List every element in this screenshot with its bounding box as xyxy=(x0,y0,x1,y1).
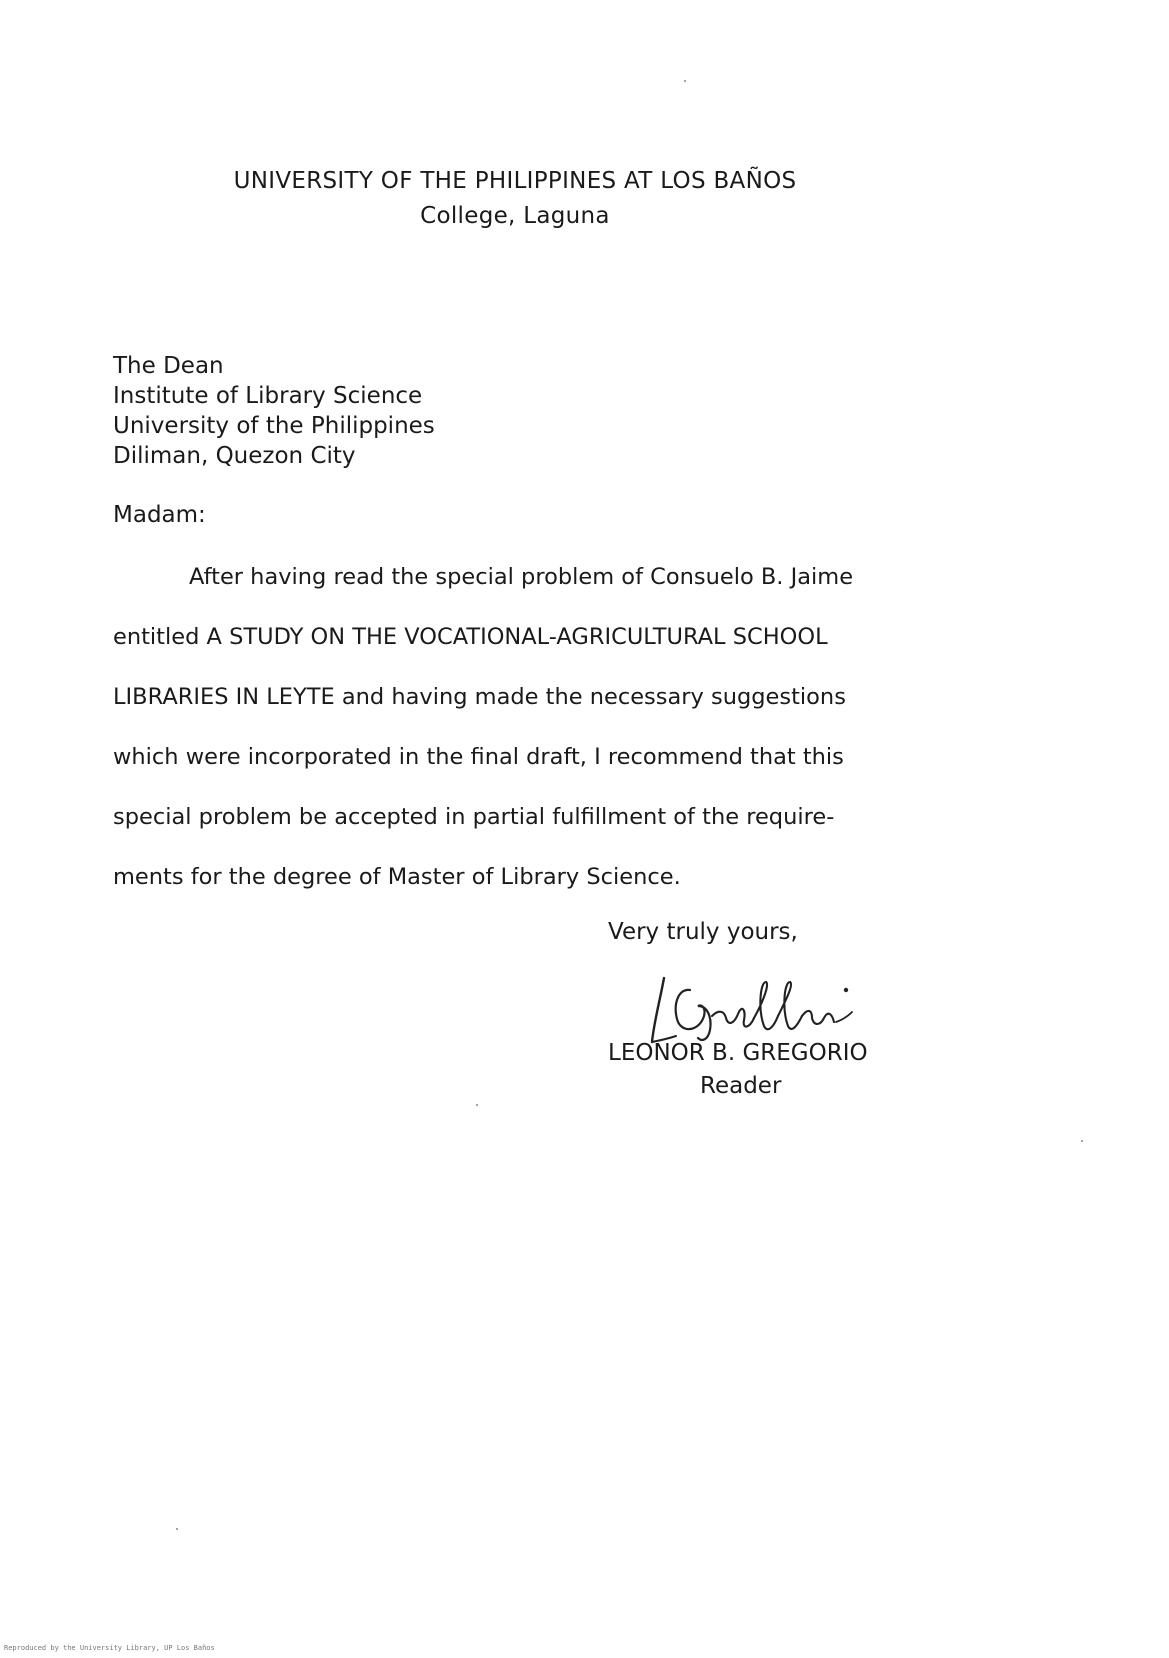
signer-title: Reader xyxy=(700,1073,782,1099)
addressee-block xyxy=(113,351,435,471)
letterhead-location: College, Laguna xyxy=(420,203,610,229)
signer-name: LEONOR B. GREGORIO xyxy=(608,1040,868,1066)
salutation: Madam: xyxy=(113,502,206,528)
scan-speck xyxy=(476,1104,478,1106)
body-line: After having read the special problem of Consuelo B. Jaime xyxy=(189,564,854,590)
addressee-line: Institute of Library Science xyxy=(113,383,423,409)
addressee-line: The Dean xyxy=(113,353,224,379)
body-line: which were incorporated in the final draft, I recommend that this xyxy=(113,744,844,770)
body-line: LIBRARIES IN LEYTE and having made the necessary suggestions xyxy=(113,684,846,710)
scan-speck xyxy=(1081,1140,1083,1142)
scan-footer: Reproduced by the University Library, UP Los Baños xyxy=(4,1644,215,1652)
letterhead-institution: UNIVERSITY OF THE PHILIPPINES AT LOS BAÑOS xyxy=(233,168,797,194)
addressee-line: Diliman, Quezon City xyxy=(113,443,356,469)
body-line: ments for the degree of Master of Library Science. xyxy=(113,864,681,890)
letter-body xyxy=(113,562,963,922)
body-line: entitled A STUDY ON THE VOCATIONAL-AGRICULTURAL SCHOOL xyxy=(113,624,828,650)
handwritten-signature xyxy=(642,960,892,1050)
body-line: special problem be accepted in partial fulfillment of the require- xyxy=(113,804,835,830)
scan-speck xyxy=(176,1528,178,1530)
addressee-line: University of the Philippines xyxy=(113,413,435,439)
complimentary-close: Very truly yours, xyxy=(608,919,798,945)
scan-speck xyxy=(684,80,686,82)
